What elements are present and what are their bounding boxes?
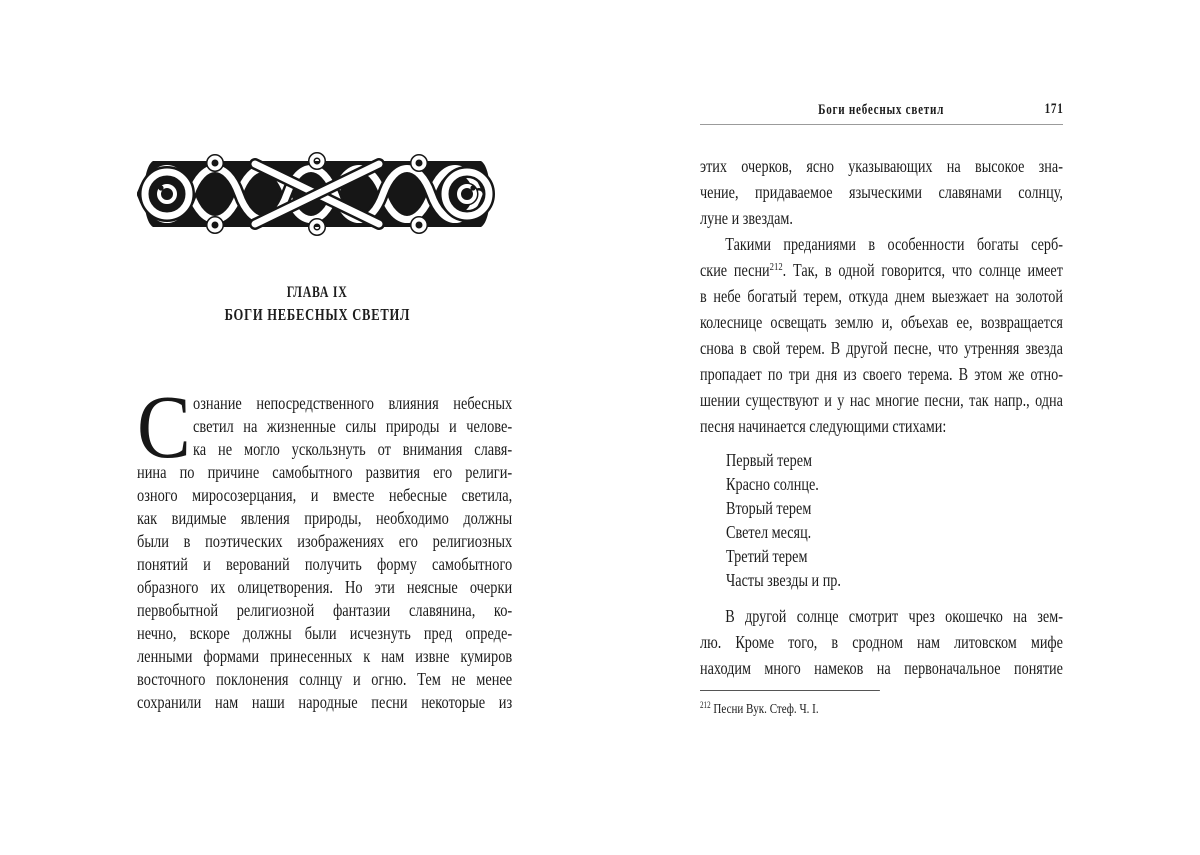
- beast-eye-right: [470, 185, 475, 190]
- text-line: нина по причине самобытного развития его религи-: [137, 462, 513, 482]
- running-head: [700, 101, 1063, 121]
- chapter-title: БОГИ НЕБЕСНЫХ СВЕТИЛ: [224, 305, 410, 324]
- left-page-body: [137, 378, 513, 714]
- text-line: сохранили нам наши народные песни некоторые из: [137, 692, 513, 712]
- text-line: снова в свой терем. В другой песне, что утренняя звезда: [700, 338, 1063, 358]
- text-line: светил на жизненные силы природы и челове-: [193, 416, 513, 436]
- text-line: озного миросозерцания, и вместе небесные светила,: [137, 485, 513, 505]
- text-line: были в поэтических изображениях его религиозных: [137, 531, 513, 551]
- text-segment: ские песни: [700, 260, 770, 280]
- running-head-title: Боги небесных светил: [818, 102, 945, 118]
- text-line: понятий и верований получить форму самобытного: [137, 554, 513, 574]
- text-line: луне и звездам.: [700, 208, 793, 228]
- text-line-with-reference: [700, 257, 1063, 283]
- text-line: в небе богатый терем, откуда днем выезжает на золотой: [700, 286, 1063, 306]
- footnote: [700, 696, 1063, 719]
- verse-line: Красно солнце.: [726, 474, 819, 494]
- footnote-rule: [700, 690, 880, 691]
- text-line: чение, придаваемое языческими славянами солнцу,: [700, 182, 1063, 202]
- text-line: колеснице освещать землю и, объехав ее, возвращается: [700, 312, 1063, 332]
- verse-line: Первый терем: [726, 450, 813, 470]
- text-line: образного их олицетворения. Но эти неясные очерки: [137, 577, 513, 597]
- text-line: Такими преданиями в особенности богаты серб-: [725, 234, 1063, 254]
- right-page-body: [700, 153, 1063, 719]
- text-line: этих очерков, ясно указывающих на высокое зна-: [700, 156, 1063, 176]
- drop-cap: С: [137, 378, 191, 477]
- header-rule: [700, 124, 1063, 125]
- text-line: пропадает по три дня из своего терема. В этом же отно-: [700, 364, 1063, 384]
- text-line: песня начинается следующими стихами:: [700, 416, 947, 436]
- text-line: лю. Кроме того, в сродном нам литовском мифе: [700, 632, 1063, 652]
- footnote-reference: 212: [769, 261, 783, 273]
- text-line: В другой солнце смотрит чрез окошечко на зем-: [725, 606, 1063, 626]
- text-line: ленными формами принесенных к нам извне кумиров: [137, 646, 513, 666]
- footnote-block: [700, 690, 1063, 719]
- verse-line: Часты звезды и пр.: [726, 570, 841, 590]
- text-line: первобытной религиозной фантазии славянина, ко-: [137, 600, 513, 620]
- verse-line: Третий терем: [726, 546, 808, 566]
- celtic-knotwork-ornament: [137, 150, 497, 238]
- footnote-text: Песни Вук. Стеф. Ч. I.: [713, 702, 819, 717]
- text-line: шении существуют и у нас многие песни, так напр., одна: [700, 390, 1063, 410]
- text-line: находим много намеков на первоначальное понятие: [700, 658, 1063, 678]
- verse-line: Светел месяц.: [726, 522, 812, 542]
- text-line: ка не могло ускользнуть от внимания славя-: [193, 439, 513, 459]
- page-number: 171: [1044, 101, 1063, 117]
- text-line: нечно, вскоре должны были исчезнуть пред опреде-: [137, 623, 513, 643]
- beast-eye-left: [158, 185, 163, 190]
- verse-line: Вторый терем: [726, 498, 812, 518]
- verse-block: [700, 448, 1063, 592]
- text-segment: . Так, в одной говорится, что солнце имеет: [782, 260, 1063, 280]
- chapter-number: ГЛАВА IX: [286, 284, 348, 301]
- text-line: как видимые явления природы, необходимо должны: [137, 508, 513, 528]
- chapter-heading: [137, 283, 497, 327]
- text-line: ознание непосредственного влияния небесных: [193, 393, 513, 413]
- footnote-marker: 212: [700, 700, 711, 710]
- text-line: восточного поклонения солнцу и огню. Тем не менее: [137, 669, 513, 689]
